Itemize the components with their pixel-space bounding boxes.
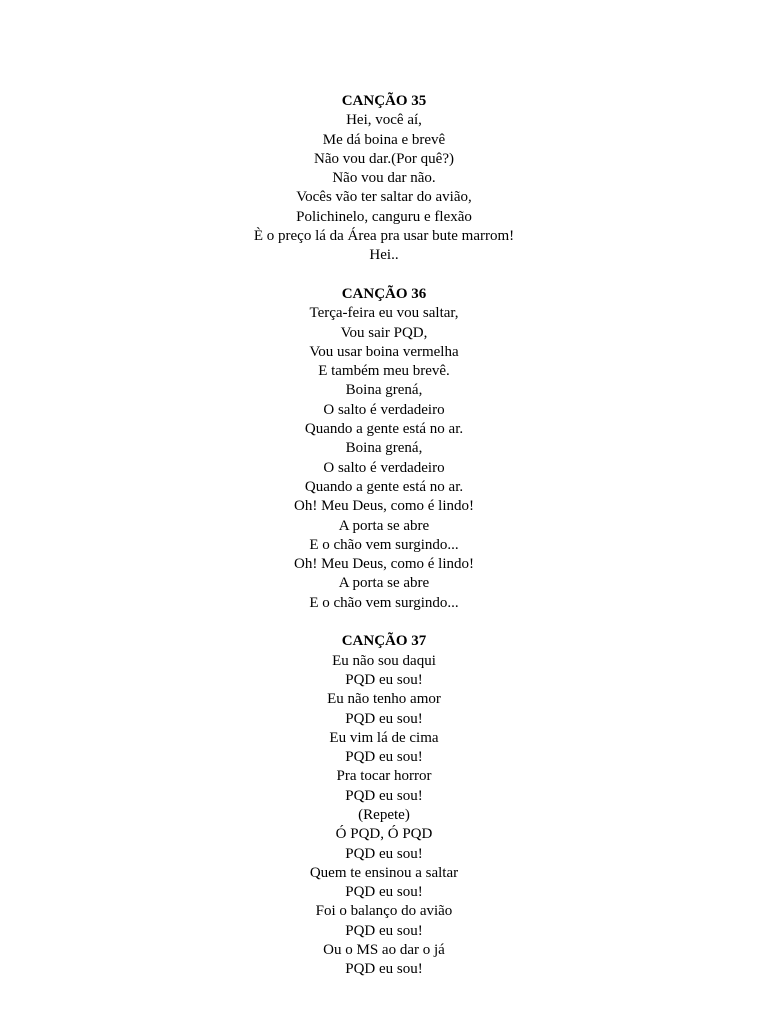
lyric-line: Terça-feira eu vou saltar, — [309, 305, 459, 322]
lyric-line: Me dá boina e brevê — [322, 131, 446, 148]
lyric-line: È o preço lá da Área pra usar bute marrom! — [253, 228, 515, 245]
lyric-line: PQD eu sou! — [345, 884, 423, 901]
document-page — [0, 92, 768, 999]
lyric-line: Eu vim lá de cima — [329, 729, 439, 746]
song-36 — [0, 285, 768, 613]
lyric-line: Quando a gente está no ar. — [304, 478, 464, 495]
lyric-line: PQD eu sou! — [345, 961, 423, 978]
lyric-line: (Repete) — [358, 806, 410, 823]
lyric-line: PQD eu sou! — [345, 787, 423, 804]
lyric-line: Hei.. — [369, 247, 399, 264]
lyric-line: Boina grená, — [345, 382, 423, 399]
lyric-line: Vou sair PQD, — [340, 324, 428, 341]
lyric-line: Eu não tenho amor — [327, 691, 441, 708]
lyric-line: Pra tocar horror — [336, 768, 432, 785]
lyric-line: Vou usar boina vermelha — [309, 343, 459, 360]
lyric-line: Foi o balanço do avião — [315, 903, 453, 920]
lyric-line: A porta se abre — [338, 575, 430, 592]
lyric-line: E também meu brevê. — [318, 363, 450, 380]
lyric-line: Eu não sou daqui — [332, 652, 436, 669]
lyric-line: E o chão vem surgindo... — [309, 594, 459, 611]
lyric-line: PQD eu sou! — [345, 922, 423, 939]
song-title: CANÇÃO 35 — [341, 93, 427, 109]
lyric-line: Oh! Meu Deus, como é lindo! — [294, 498, 474, 515]
lyric-line: Boina grená, — [345, 440, 423, 457]
song-title: CANÇÃO 37 — [341, 633, 427, 650]
lyric-line: Quem te ensinou a saltar — [309, 864, 459, 881]
lyric-line: Oh! Meu Deus, como é lindo! — [294, 556, 474, 573]
lyric-line: Quando a gente está no ar. — [304, 421, 464, 438]
lyric-line: Hei, você aí, — [346, 112, 422, 129]
lyric-line: Não vou dar não. — [332, 170, 436, 187]
lyric-line: Ó PQD, Ó PQD — [335, 826, 433, 843]
lyric-line: Polichinelo, canguru e flexão — [296, 208, 472, 225]
song-35 — [0, 92, 768, 266]
lyric-line: A porta se abre — [338, 517, 430, 534]
lyric-line: E o chão vem surgindo... — [309, 536, 459, 553]
lyric-line: Vocês vão ter saltar do avião, — [296, 189, 472, 206]
lyric-line: O salto é verdadeiro — [323, 401, 445, 418]
lyric-line: PQD eu sou! — [345, 845, 423, 862]
lyric-line: PQD eu sou! — [345, 671, 423, 688]
lyric-line: PQD eu sou! — [345, 749, 423, 766]
lyric-line: Não vou dar.(Por quê?) — [314, 150, 454, 167]
song-title: CANÇÃO 36 — [341, 285, 427, 302]
lyric-line: PQD eu sou! — [345, 710, 423, 727]
song-37 — [0, 632, 768, 979]
lyric-line: Ou o MS ao dar o já — [323, 942, 445, 959]
lyric-line: O salto é verdadeiro — [323, 459, 445, 476]
